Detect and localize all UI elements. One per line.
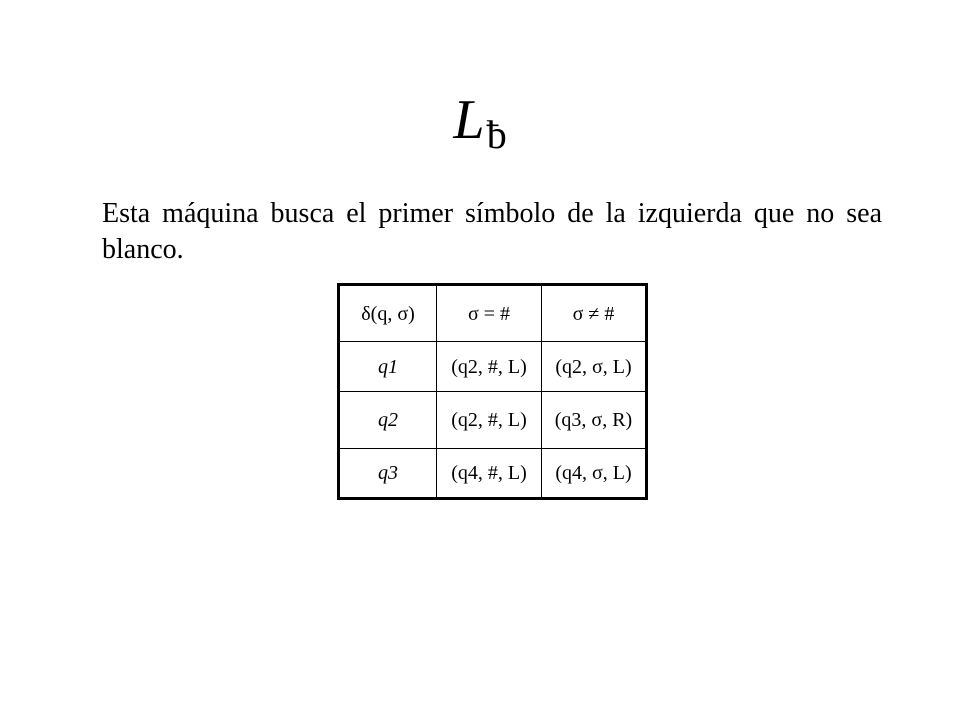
header-delta: δ(q, σ): [339, 285, 437, 342]
table-header-row: [339, 285, 647, 342]
table-row: [339, 342, 647, 392]
transition-cell: (q4, σ, L): [542, 449, 647, 499]
transition-cell: (q2, #, L): [437, 342, 542, 392]
header-sigma-equals-blank: σ = #: [437, 285, 542, 342]
state-cell: q3: [339, 449, 437, 499]
slide-title: [0, 89, 960, 157]
transition-cell: (q2, #, L): [437, 392, 542, 449]
table-row: [339, 392, 647, 449]
transition-cell: (q4, #, L): [437, 449, 542, 499]
title-main: L: [453, 89, 485, 151]
transition-cell: (q3, σ, R): [542, 392, 647, 449]
state-cell: q1: [339, 342, 437, 392]
transition-cell: (q2, σ, L): [542, 342, 647, 392]
description-text: Esta máquina busca el primer símbolo de la izquierda que no sea blanco.: [102, 198, 882, 265]
state-cell: q2: [339, 392, 437, 449]
header-sigma-not-blank: σ ≠ #: [542, 285, 647, 342]
transition-table: [337, 283, 648, 500]
title-subscript: ƀ: [486, 112, 507, 157]
table-row: [339, 449, 647, 499]
